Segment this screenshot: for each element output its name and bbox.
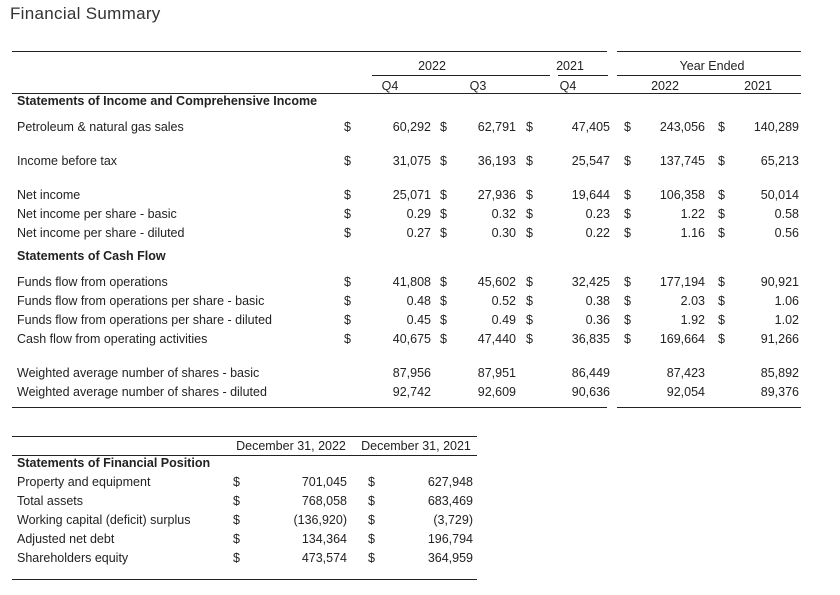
row-label: Funds flow from operations per share - basic (17, 294, 265, 308)
table-cell: 0.23 (585, 207, 610, 221)
currency-symbol: $ (440, 120, 447, 134)
table-cell: 19,644 (571, 188, 610, 202)
header-year-ended: Year Ended (679, 59, 745, 73)
currency-symbol: $ (526, 226, 533, 240)
currency-symbol: $ (526, 188, 533, 202)
currency-symbol: $ (344, 332, 351, 346)
currency-symbol: $ (526, 313, 533, 327)
currency-symbol: $ (718, 188, 725, 202)
row-label: Shareholders equity (17, 551, 129, 565)
currency-symbol: $ (233, 551, 240, 565)
table-bottom-rule-right (617, 407, 801, 408)
table-cell: 36,835 (571, 332, 610, 346)
currency-symbol: $ (344, 120, 351, 134)
table-cell: 0.49 (491, 313, 516, 327)
table-cell: 0.30 (491, 226, 516, 240)
table-cell: 196,794 (427, 532, 473, 546)
row-label: Net income per share - basic (17, 207, 177, 221)
currency-symbol: $ (718, 275, 725, 289)
row-label: Weighted average number of shares - diluted (17, 385, 267, 399)
position-heading: Statements of Financial Position (17, 456, 211, 470)
currency-symbol: $ (624, 207, 631, 221)
currency-symbol: $ (718, 120, 725, 134)
table-cell: 473,574 (301, 551, 347, 565)
currency-symbol: $ (526, 154, 533, 168)
currency-symbol: $ (344, 154, 351, 168)
table-cell: 47,405 (571, 120, 610, 134)
table-cell: 0.38 (585, 294, 610, 308)
table-cell: 62,791 (477, 120, 516, 134)
table-cell: 87,423 (666, 366, 705, 380)
table-cell: 92,742 (392, 385, 431, 399)
currency-symbol: $ (440, 332, 447, 346)
position-header-2022: December 31, 2022 (236, 439, 346, 453)
currency-symbol: $ (440, 275, 447, 289)
table-cell: 31,075 (392, 154, 431, 168)
currency-symbol: $ (368, 475, 375, 489)
currency-symbol: $ (624, 188, 631, 202)
currency-symbol: $ (344, 294, 351, 308)
table-cell: 1.02 (774, 313, 799, 327)
header-rule-2021 (558, 75, 608, 76)
table-cell: 87,956 (392, 366, 431, 380)
row-label: Total assets (17, 494, 84, 508)
currency-symbol: $ (526, 207, 533, 221)
table-cell: 90,636 (571, 385, 610, 399)
currency-symbol: $ (440, 294, 447, 308)
table-top-rule-left (12, 51, 607, 52)
currency-symbol: $ (526, 120, 533, 134)
currency-symbol: $ (718, 294, 725, 308)
table-bottom-rule-left (12, 407, 607, 408)
table-cell: 2.03 (680, 294, 705, 308)
table-cell: 25,071 (392, 188, 431, 202)
header-ye-2021: 2021 (744, 79, 772, 93)
table-cell: 92,054 (666, 385, 705, 399)
currency-symbol: $ (440, 188, 447, 202)
row-label: Cash flow from operating activities (17, 332, 208, 346)
table-cell: 40,675 (392, 332, 431, 346)
currency-symbol: $ (368, 551, 375, 565)
table-cell: 0.58 (774, 207, 799, 221)
table-cell: 0.56 (774, 226, 799, 240)
row-label: Adjusted net debt (17, 532, 115, 546)
currency-symbol: $ (624, 313, 631, 327)
table-cell: (136,920) (293, 513, 347, 527)
table-cell: 87,951 (477, 366, 516, 380)
currency-symbol: $ (368, 513, 375, 527)
table-cell: 137,745 (659, 154, 705, 168)
currency-symbol: $ (718, 154, 725, 168)
table-cell: 364,959 (427, 551, 473, 565)
table-cell: 106,358 (659, 188, 705, 202)
table-cell: 243,056 (659, 120, 705, 134)
table-cell: 1.16 (680, 226, 705, 240)
position-header-2021: December 31, 2021 (361, 439, 471, 453)
table-cell: 768,058 (301, 494, 347, 508)
currency-symbol: $ (624, 294, 631, 308)
table-cell: 86,449 (571, 366, 610, 380)
row-label: Funds flow from operations (17, 275, 168, 289)
table-cell: 134,364 (301, 532, 347, 546)
currency-symbol: $ (718, 207, 725, 221)
row-label: Working capital (deficit) surplus (17, 513, 191, 527)
position-top-rule (12, 436, 477, 437)
header-q4-2022: Q4 (381, 79, 399, 93)
table-cell: 85,892 (760, 366, 799, 380)
currency-symbol: $ (718, 332, 725, 346)
position-bottom-rule (12, 579, 477, 580)
table-cell: 0.48 (406, 294, 431, 308)
currency-symbol: $ (718, 313, 725, 327)
currency-symbol: $ (440, 207, 447, 221)
page-title: Financial Summary (10, 4, 161, 23)
section-heading: Statements of Income and Comprehensive Income (17, 94, 318, 108)
header-rule-year-ended (617, 75, 801, 76)
table-cell: 0.32 (491, 207, 516, 221)
currency-symbol: $ (368, 532, 375, 546)
currency-symbol: $ (440, 313, 447, 327)
currency-symbol: $ (526, 332, 533, 346)
currency-symbol: $ (526, 294, 533, 308)
table-cell: 177,194 (659, 275, 705, 289)
header-q4-2021: Q4 (559, 79, 577, 93)
currency-symbol: $ (440, 226, 447, 240)
header-q3-2022: Q3 (469, 79, 487, 93)
table-cell: 627,948 (427, 475, 473, 489)
table-cell: 701,045 (301, 475, 347, 489)
table-cell: 45,602 (477, 275, 516, 289)
table-cell: (3,729) (433, 513, 473, 527)
table-cell: 36,193 (477, 154, 516, 168)
table-cell: 683,469 (427, 494, 473, 508)
table-cell: 92,609 (477, 385, 516, 399)
currency-symbol: $ (718, 226, 725, 240)
table-cell: 169,664 (659, 332, 705, 346)
currency-symbol: $ (526, 275, 533, 289)
row-label: Income before tax (17, 154, 118, 168)
row-label: Net income per share - diluted (17, 226, 185, 240)
header-year-2021: 2021 (556, 59, 584, 73)
currency-symbol: $ (233, 494, 240, 508)
table-cell: 0.45 (406, 313, 431, 327)
table-cell: 0.52 (491, 294, 516, 308)
table-cell: 0.22 (585, 226, 610, 240)
table-cell: 1.92 (680, 313, 705, 327)
table-cell: 50,014 (760, 188, 799, 202)
header-year-2022: 2022 (418, 59, 446, 73)
currency-symbol: $ (624, 120, 631, 134)
table-cell: 1.06 (774, 294, 799, 308)
table-cell: 89,376 (760, 385, 799, 399)
table-cell: 41,808 (392, 275, 431, 289)
row-label: Property and equipment (17, 475, 151, 489)
table-cell: 1.22 (680, 207, 705, 221)
table-cell: 32,425 (571, 275, 610, 289)
currency-symbol: $ (344, 188, 351, 202)
row-label: Weighted average number of shares - basic (17, 366, 260, 380)
currency-symbol: $ (624, 154, 631, 168)
currency-symbol: $ (233, 475, 240, 489)
table-cell: 25,547 (571, 154, 610, 168)
row-label: Net income (17, 188, 81, 202)
row-label: Petroleum & natural gas sales (17, 120, 184, 134)
table-cell: 47,440 (477, 332, 516, 346)
currency-symbol: $ (624, 332, 631, 346)
table-cell: 65,213 (760, 154, 799, 168)
table-cell: 27,936 (477, 188, 516, 202)
table-top-rule-right (617, 51, 801, 52)
currency-symbol: $ (233, 513, 240, 527)
currency-symbol: $ (344, 207, 351, 221)
currency-symbol: $ (344, 275, 351, 289)
currency-symbol: $ (440, 154, 447, 168)
section-heading: Statements of Cash Flow (17, 249, 166, 263)
currency-symbol: $ (624, 226, 631, 240)
table-cell: 91,266 (760, 332, 799, 346)
table-cell: 90,921 (760, 275, 799, 289)
table-cell: 0.27 (406, 226, 431, 240)
row-label: Funds flow from operations per share - diluted (17, 313, 272, 327)
currency-symbol: $ (624, 275, 631, 289)
table-cell: 0.36 (585, 313, 610, 327)
currency-symbol: $ (233, 532, 240, 546)
table-cell: 0.29 (406, 207, 431, 221)
currency-symbol: $ (344, 226, 351, 240)
header-rule-2022 (372, 75, 550, 76)
table-cell: 140,289 (753, 120, 799, 134)
currency-symbol: $ (368, 494, 375, 508)
table-cell: 60,292 (392, 120, 431, 134)
header-ye-2022: 2022 (651, 79, 679, 93)
currency-symbol: $ (344, 313, 351, 327)
